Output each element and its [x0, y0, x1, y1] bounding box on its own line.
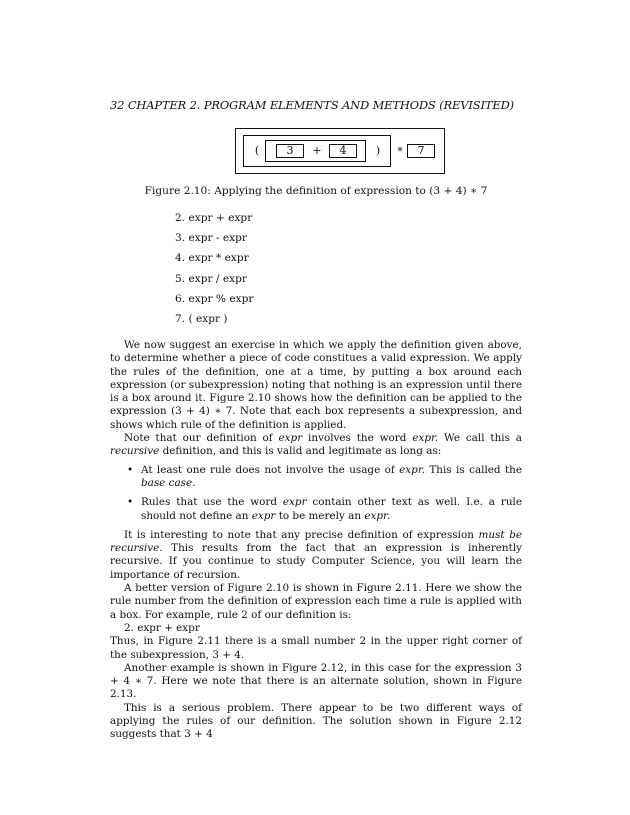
digit-3: 3 [286, 144, 294, 157]
text-run: Note that our definition of [124, 432, 279, 445]
paragraph-better-version: A better version of Figure 2.10 is shown in Figure 2.11. Here we show the rule number from the definition of expression each time a rule is applied with a box. For example, rule 2 of our definition is: [110, 582, 522, 621]
text-run: must be recursive. [110, 528, 523, 555]
paragraph-serious-problem: This is a serious problem. There appear to be two different ways of applying the rules of our definition. The solution shown in Figure 2.12 suggests that 3 + 4 [110, 701, 522, 741]
text-run: base case. [141, 476, 196, 489]
paragraph-exercise: We now suggest an exercise in which we apply the definition given above, to determine whether a piece of code constitues a valid expression. We apply the rules of the definition, one at a time, by putting a box around each expression (or subexpression) noting that nothing is an expression until there is a box around it. Figure 2.10 shows how the definition can be applied to the expression (3 + 4) ∗ 7. Note that each box represents a subexpression, and shows which rule of the definition is applied. [110, 339, 522, 431]
rule-item: 3. expr - expr [175, 232, 247, 245]
figure-caption: Figure 2.10: Applying the definition of expression to (3 + 4) ∗ 7 [144, 185, 488, 197]
text-run: expr. [412, 432, 439, 445]
paragraph-recursive [110, 432, 522, 459]
paragraph-thus: Thus, in Figure 2.11 there is a small number 2 in the upper right corner of the subexpression, 3 + 4. [110, 635, 522, 661]
text-run: At least one rule does not involve the usage of [141, 463, 400, 476]
rule-item: 6. expr % expr [175, 292, 254, 305]
text-run: definition, and this is valid and legitimate as long as: [159, 445, 442, 458]
plus-sign: + [312, 144, 322, 157]
rule-list [175, 208, 253, 329]
text-run: Rules that use the word [141, 496, 283, 509]
text-run: expr. [399, 463, 425, 476]
bullet-icon: • [127, 463, 134, 476]
digit-7: 7 [417, 144, 425, 157]
text-run: We call this a [438, 432, 522, 445]
rule-item: 5. expr / expr [175, 272, 247, 285]
text-run: expr. [364, 509, 391, 522]
running-header: 32 CHAPTER 2. PROGRAM ELEMENTS AND METHODS (REVISITED) [110, 98, 514, 112]
text-run: to be merely an [275, 509, 365, 522]
text-run: expr [278, 432, 303, 445]
close-paren: ) [375, 144, 381, 157]
digit-4: 4 [339, 144, 347, 157]
paragraph-another-example: Another example is shown in Figure 2.12, in this case for the expression 3 + 4 ∗ 7. Here we note that there is an alternate solution, shown in Figure 2.13. [110, 661, 522, 701]
text-run: recursive [110, 445, 160, 458]
body-text [110, 339, 522, 742]
text-run: contain other text as well. I.e. a rule should not define an [141, 496, 523, 522]
rule-item: 2. expr + expr [175, 212, 253, 224]
paragraph-must-be-recursive [110, 529, 522, 582]
figure-2-10 [235, 128, 445, 174]
rule-item: 7. ( expr ) [175, 312, 228, 325]
rule-item: 4. expr * expr [175, 252, 249, 265]
text-run: It is interesting to note that any precise definition of expression [124, 528, 479, 541]
open-paren: ( [254, 144, 260, 157]
rule-2-example: 2. expr + expr [124, 621, 200, 634]
text-run: This results from the fact that an expression is inherently recursive. If you continue to study Computer Science, you will learn the importance of recursion. [110, 542, 522, 581]
times-sign: * [397, 145, 403, 158]
text-run: expr [251, 509, 276, 522]
bullet-other-text [127, 496, 523, 523]
bullet-base-case [127, 463, 523, 491]
text-run: expr [282, 496, 307, 509]
bullet-icon: • [127, 496, 134, 509]
text-run: involves the word [302, 432, 413, 445]
text-run: This is called the [424, 463, 523, 476]
